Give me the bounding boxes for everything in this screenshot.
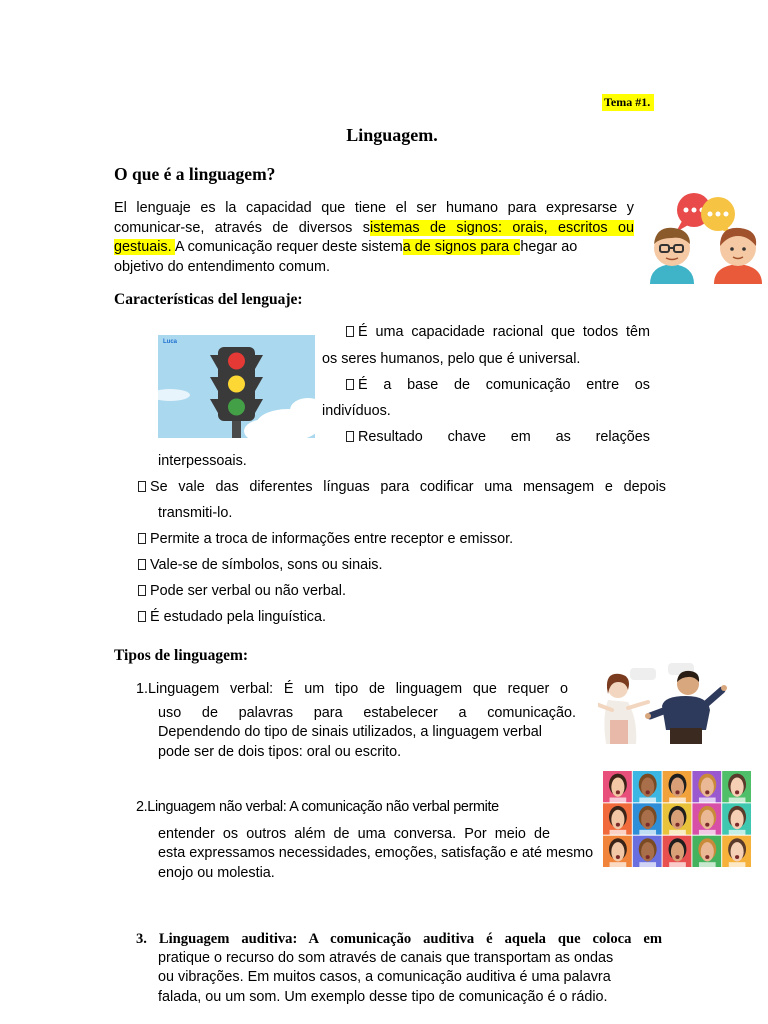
char-bullet-4-text: Se vale das diferentes línguas para codificar uma mensagem e depois — [150, 479, 666, 495]
char-bullet-1-line-2: os seres humanos, pelo que é universal. — [322, 350, 581, 367]
char-bullet-7 — [138, 582, 666, 601]
intro-line-3-end: hegar ao — [520, 239, 578, 255]
char-bullet-3-line-1 — [322, 428, 650, 448]
checkbox-bullet-icon — [138, 533, 146, 544]
type-verbal-paragraph — [136, 680, 576, 762]
intro-highlight-1: istemas de signos: orais, escritos ou — [370, 219, 635, 236]
char-bullet-2-text: É a base de comunicação entre os — [358, 377, 650, 393]
type-verbal-line-1: 1.Linguagem verbal: É um tipo de linguagem que requer o — [136, 681, 568, 697]
char-bullet-6 — [138, 556, 666, 575]
char-bullet-2-line-2: indivíduos. — [322, 402, 391, 419]
type-verbal-line-3: Dependendo do tipo de sinais utilizados, a linguagem verbal — [158, 724, 543, 740]
char-bullet-8-text: É estudado pela linguística. — [150, 609, 327, 625]
intro-paragraph — [114, 199, 634, 277]
char-bullet-3-line-2: interpessoais. — [158, 453, 247, 469]
traffic-light-image — [158, 335, 315, 438]
people-talking-image — [648, 188, 764, 284]
char-bullet-1-text: É uma capacidade racional que todos têm — [358, 324, 650, 340]
char-bullet-5-text: Permite a troca de informações entre receptor e emissor. — [150, 531, 514, 547]
type-verbal-line-4: pode ser de dois tipos: oral ou escrito. — [158, 743, 402, 760]
faces-grid-image — [603, 771, 752, 868]
type-verbal-line-2: uso de palavras para estabelecer a comunicação. — [158, 704, 576, 721]
section-heading-what-is: O que é a linguagem? — [114, 164, 276, 184]
type-nonverbal-paragraph — [136, 798, 606, 883]
checkbox-bullet-icon — [138, 585, 146, 596]
intro-line-2 — [114, 219, 634, 239]
char-bullet-4-line-1 — [138, 478, 666, 497]
checkbox-bullet-icon — [346, 431, 354, 442]
type-auditory-line-2: pratique o recurso do som através de canais que transportam as ondas — [158, 950, 614, 966]
tema-label: Tema #1. — [602, 94, 654, 111]
char-bullet-5 — [138, 530, 666, 549]
people-discussing-image — [598, 660, 738, 746]
type-nonverbal-line-4: enojo ou molestia. — [158, 864, 275, 881]
type-auditory-line-3: ou vibrações. Em muitos casos, a comunicação auditiva é uma palavra — [158, 969, 611, 986]
section-heading-types: Tipos de linguagem: — [114, 647, 249, 664]
traffic-image-label: Luca — [163, 339, 178, 345]
char-bullet-6-text: Vale-se de símbolos, sons ou sinais. — [150, 557, 383, 573]
page-title: Linguagem. — [346, 125, 438, 145]
checkbox-bullet-icon — [138, 559, 146, 570]
char-bullet-3-text: Resultado chave em as relações — [358, 429, 650, 445]
checkbox-bullet-icon — [346, 326, 354, 337]
char-bullet-4-line-2: transmiti-lo. — [158, 505, 233, 521]
characteristics-list — [138, 478, 666, 627]
checkbox-bullet-icon — [346, 379, 354, 390]
char-bullet-1-line-1 — [322, 323, 650, 343]
intro-line-2-text: comunicar-se, através de diversos s — [114, 219, 370, 236]
type-auditory-paragraph — [136, 930, 662, 1007]
intro-line-3-text: A comunicação requer deste sistem — [174, 239, 403, 255]
type-nonverbal-line-3: esta expressamos necessidades, emoções, satisfação e até mesmo — [158, 845, 594, 861]
char-bullet-8 — [138, 608, 666, 627]
intro-line-3 — [114, 238, 634, 258]
type-auditory-line-4: falada, ou um som. Um exemplo desse tipo de comunicação é o rádio. — [158, 988, 608, 1005]
intro-highlight-2: gestuais. — [114, 239, 175, 255]
char-bullet-2-line-1 — [322, 376, 650, 396]
section-heading-characteristics: Características del lenguaje: — [114, 291, 303, 308]
intro-highlight-3: a de signos para c — [402, 239, 521, 255]
type-nonverbal-line-2: entender os outros além de uma conversa. Por meio de — [158, 825, 550, 842]
checkbox-bullet-icon — [138, 611, 146, 622]
characteristics-side-list — [322, 323, 650, 448]
intro-line-4: objetivo do entendimento comum. — [114, 258, 330, 275]
intro-line-1: El lenguaje es la capacidad que tiene el ser humano para expresarse y — [114, 200, 634, 216]
type-auditory-line-1: 3. Linguagem auditiva: A comunicação auditiva é aquela que coloca em — [136, 931, 662, 947]
checkbox-bullet-icon — [138, 481, 146, 492]
type-nonverbal-line-1: 2.Linguagem não verbal: A comunicação não verbal permite — [136, 799, 499, 815]
char-bullet-7-text: Pode ser verbal ou não verbal. — [150, 583, 346, 599]
